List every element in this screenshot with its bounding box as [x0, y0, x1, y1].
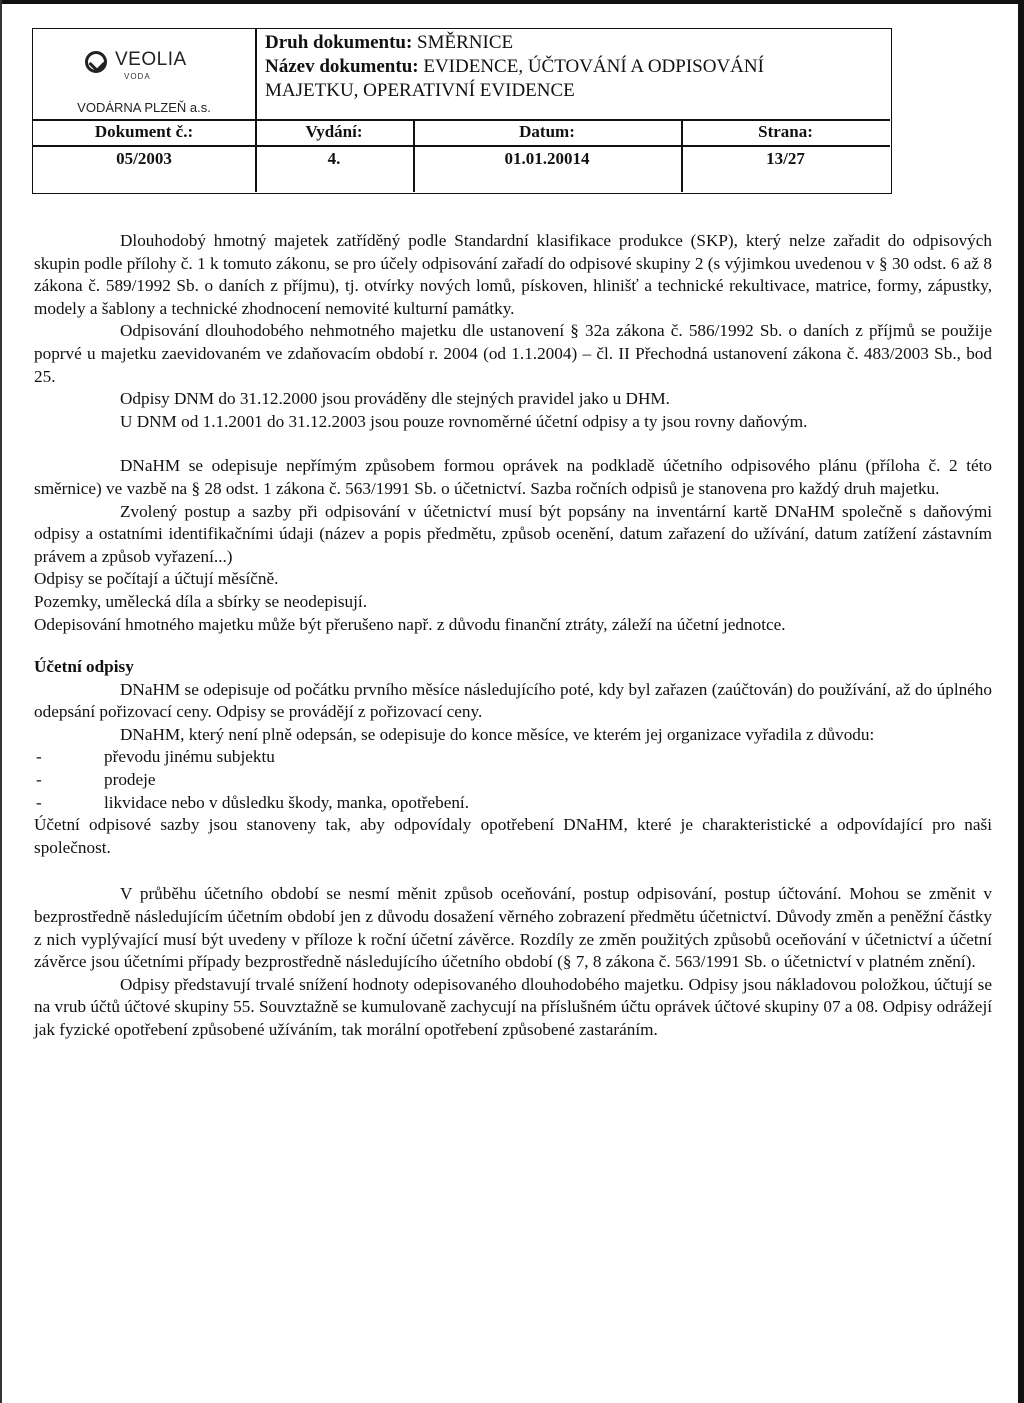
col-vydani-label: Vydání: [305, 122, 363, 141]
nazev-value-2: MAJETKU, OPERATIVNÍ EVIDENCE [265, 80, 575, 101]
paragraph: DNaHM, který není plně odepsán, se odepisuje do konce měsíce, ve kterém jej organizace vyřadila z důvodu: [120, 724, 875, 744]
paragraph: DNaHM se odepisuje nepřímým způsobem formou oprávek na podkladě účetního odpisového plánu (příloha č. 2 této směrnice) ve vazbě na § 28 odst. 1 zákona č. 563/1991 Sb. o účetnictví. Sazba ročních odpisů je stanovena pro každý druh majetku. [34, 456, 992, 498]
val-datum: 01.01.20014 [504, 149, 590, 168]
paragraph: Odpisy představují trvalé snížení hodnoty odepisovaného dlouhodobého majetku. Odpisy jsou nákladovou položkou, účtují se na vrub účtů účtové skupiny 55. Souvztažně se kumulovaně zachycují na příslušném účtu oprávek účtové skupiny 07 a 08. Odpisy odrážejí jak fyzické opotřebení způsobené užíváním, tak morální opotřebení způsobené zastaráním. [34, 974, 992, 1039]
scan-edge-left [0, 0, 2, 1403]
nazev-value-1: EVIDENCE, ÚČTOVÁNÍ A ODPISOVÁNÍ [423, 56, 764, 77]
paragraph: Odpisy DNM do 31.12.2000 jsou prováděny dle stejných pravidel jako u DHM. [120, 389, 670, 409]
paragraph: DNaHM se odepisuje od počátku prvního měsíce následujícího poté, kdy byl zařazen (zaúčtován) do používání, až do úplného odepsání pořizovací ceny. Odpisy se provádějí z pořizovací ceny. [34, 679, 992, 722]
list-item: - převodu jinému subjektu [34, 746, 992, 769]
document-header-table [32, 28, 892, 194]
val-dokument: 05/2003 [116, 149, 172, 168]
document-title-block [265, 31, 895, 103]
col-strana-label: Strana: [758, 122, 813, 141]
logo-name: VEOLIA [115, 49, 187, 70]
col-datum-label: Datum: [519, 122, 575, 141]
header-divider-h1 [33, 119, 890, 121]
paragraph: U DNM od 1.1.2001 do 31.12.2003 jsou pouze rovnoměrné účetní odpisy a ty jsou rovny daňovým. [120, 411, 808, 431]
veolia-logo-icon [85, 51, 107, 73]
list-item: - prodeje [34, 769, 992, 792]
druh-value: SMĚRNICE [417, 32, 514, 53]
druh-label: Druh dokumentu: [265, 32, 413, 53]
logo-sub: VODA [124, 72, 151, 81]
paragraph: Zvolený postup a sazby při odpisování v účetnictví musí být popsány na inventární kartě DNaHM společně s daňovými odpisy a ostatními identifikačními údaji (název a popis předmětu, způsob ocenění, datum zařazení do užívání, datum zatížení zástavním právem a způsob vyřazení...) [34, 501, 992, 566]
nazev-label: Název dokumentu: [265, 56, 419, 77]
val-vydani: 4. [327, 149, 341, 168]
paragraph: Pozemky, umělecká díla a sbírky se neodepisují. [34, 591, 367, 611]
scan-edge-right [1018, 0, 1024, 1403]
paragraph: V průběhu účetního období se nesmí měnit způsob oceňování, postup odpisování, postup účtování. Mohou se změnit v bezprostředně následujícím účetním období jen z důvodu dosažení věrného zobrazení předmětu účetnictví. Důvody změn a peněžní částky z nich vyplývající musí být uvedeny v příloze k roční účetní závěrce. Rozdíly ze změn použitých způsobů oceňování v účetnictví a účetní závěrce jsou účetními případy bezprostředně následujícího účetního období (§ 7, 8 zákona č. 563/1991 Sb. o účetnictví v platném znění). [34, 884, 992, 972]
col-dokument-label: Dokument č.: [94, 122, 194, 141]
paragraph: Odepisování hmotného majetku může být přerušeno např. z důvodu finanční ztráty, záleží na účetní jednotce. [34, 614, 786, 634]
val-strana: 13/27 [766, 149, 805, 168]
paragraph: Dlouhodobý hmotný majetek zatříděný podle Standardní klasifikace produkce (SKP), který nelze zařadit do odpisových skupin podle přílohy č. 1 k tomuto zákonu, se pro účely odpisování zařadí do odpisové skupiny 2 (s výjimkou uvedenou v § 30 odst. 6 až 8 zákona č. 589/1992 Sb. o daních z příjmu), tj. otvírky nových lomů, pískoven, hlinišť a technické rekultivace, matrice, formy, zápustky, modely a šablony a technické zhodnocení nemovité kulturní památky. [34, 231, 992, 318]
paragraph: Odpisování dlouhodobého nehmotného majetku dle ustanovení § 32a zákona č. 586/1992 Sb. o daních z příjmů se použije poprvé u majetku zaevidovaném ve zdaňovacím období r. 2004 (od 1.1.2004) – čl. II Přechodná ustanovení zákona č. 483/2003 Sb., bod 25. [34, 321, 992, 386]
paragraph: Účetní odpisové sazby jsou stanoveny tak, aby odpovídaly opotřebení DNaHM, které je charakteristické a odpovídající pro naši společnost. [34, 815, 992, 857]
list-item: - likvidace nebo v důsledku škody, manka, opotřebení. [34, 792, 992, 815]
paragraph: Odpisy se počítají a účtují měsíčně. [34, 569, 279, 589]
document-body [34, 230, 992, 1042]
reason-list [34, 746, 992, 814]
company-name: VODÁRNA PLZEŇ a.s. [77, 100, 211, 115]
scan-edge-top [0, 0, 1024, 4]
header-divider-h2 [33, 145, 890, 147]
section-heading: Účetní odpisy [34, 657, 134, 677]
